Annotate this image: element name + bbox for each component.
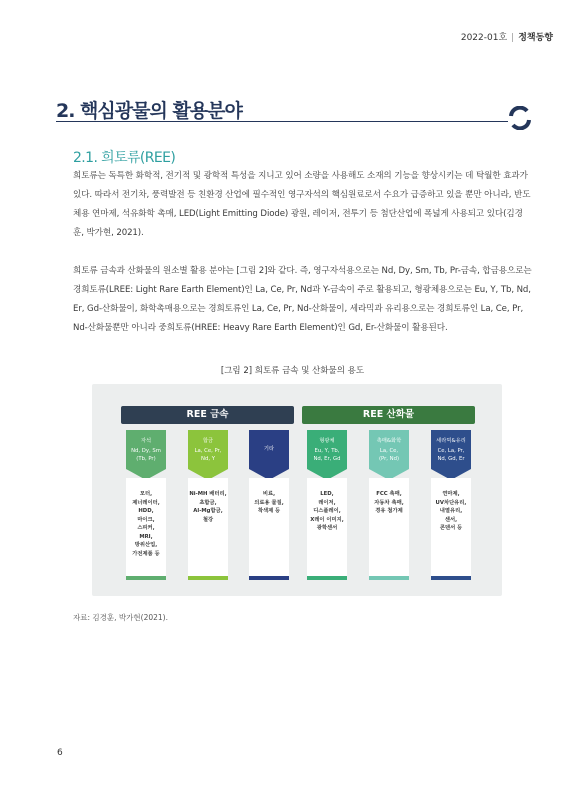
column-uses: [122, 490, 170, 558]
use-item: 센서,: [444, 516, 458, 523]
use-item: 연마제,: [442, 491, 460, 497]
title-underline: [56, 121, 508, 122]
use-item: FCC 촉매,: [376, 491, 402, 497]
use-column: [126, 430, 166, 580]
column-tag-text: [126, 437, 166, 463]
subsection-title: 2.1. 희토류(REE): [73, 150, 176, 166]
header-issue-info: [461, 30, 553, 43]
header-separator: |: [511, 33, 515, 43]
use-item: 방위산업,: [134, 542, 158, 548]
use-column: [431, 430, 471, 580]
column-uses: [365, 490, 413, 516]
use-item: 콘덴서 등: [439, 525, 463, 531]
column-tag-line: La, Ce, Pr,: [194, 448, 222, 454]
section-decoration-icon: [508, 106, 532, 130]
column-uses: [427, 490, 475, 533]
column-tag-line: 형광체: [319, 438, 335, 444]
use-item: 마이크,: [137, 516, 155, 523]
use-item: 모터,: [139, 491, 153, 497]
use-item: 가전제품 등: [132, 550, 160, 557]
column-tag-line: 자석: [140, 438, 152, 444]
column-tag-text: [431, 437, 471, 463]
column-uses: [184, 490, 232, 524]
use-item: X레이 이미지,: [310, 516, 344, 523]
use-item: 디스플레이,: [313, 508, 341, 514]
use-column: [369, 430, 409, 580]
column-footer-bar: [188, 576, 228, 580]
column-footer-bar: [249, 576, 289, 580]
column-tag-line: (Pr, Nd): [378, 456, 400, 462]
use-item: HDD,: [138, 508, 154, 514]
column-footer-bar: [369, 576, 409, 580]
column-tag-line: Nd, Dy, Sm: [131, 448, 161, 454]
column-tag-line: 합금: [202, 438, 214, 444]
column-tag-line: Nd, Gd, Er: [437, 456, 465, 462]
column-tag-line: 세라믹&유리: [436, 438, 466, 444]
figure-caption: [그림 2] 희토류 금속 및 산화물의 용도: [220, 366, 365, 376]
figure-source: 자료: 김경훈, 박가현(2021).: [73, 613, 168, 622]
use-item: 스피커,: [137, 525, 155, 531]
use-column: [188, 430, 228, 580]
use-item: 착색제 등: [257, 508, 281, 514]
column-tag-line: 기타: [263, 446, 275, 452]
page-number: 6: [57, 748, 63, 758]
use-item: 초합금,: [199, 499, 217, 506]
use-item: 내열유리,: [439, 508, 463, 514]
use-item: 의료용 물질,: [254, 499, 284, 506]
use-item: MRI,: [139, 533, 153, 540]
column-tag-text: [369, 437, 409, 463]
section-title: 2. 핵심광물의 활용분야: [56, 100, 242, 122]
section-name: 정책동향: [518, 33, 553, 43]
paragraph-2: 희토류 금속과 산화물의 원소별 활용 분야는 [그림 2]와 같다. 즉, 영구자석용으로는 Nd, Dy, Sm, Tb, Pr-금속, 합금용으로는 경희토류(LREE: Light Rare Earth Element)인 La, Ce, Pr, Nd과 Y-금속이 주로 활용되고, 형광체용으로는 Eu, Y, Tb, Nd, Er, Gd-산화물이, 화학촉매용으로는 경희토류인 La, Ce, Pr, Nd-산화물이, 세라믹과 유리용으로는 경희토류인 La, Ce, Pr, Nd-산화물뿐만 아니라 중희토류(HREE: Heavy Rare Earth Element)인 Gd, Er-산화물이 활용된다.: [73, 266, 532, 333]
use-item: LED,: [320, 491, 334, 497]
use-item: Ni-MH 배터리,: [189, 491, 227, 497]
column-footer-bar: [431, 576, 471, 580]
column-tag-line: Nd, Er, Gd: [313, 456, 341, 462]
use-item: 철강: [202, 516, 214, 523]
issue-number: 2022-01호: [460, 33, 508, 43]
column-footer-bar: [307, 576, 347, 580]
use-item: 제너레이터,: [132, 499, 160, 506]
column-tag-line: Nd, Y: [201, 456, 215, 462]
column-tag-text: [188, 437, 228, 463]
column-tag-text: [249, 437, 289, 453]
use-item: 레이저,: [318, 499, 336, 506]
column-tag-line: Eu, Y, Tb,: [314, 448, 340, 454]
use-item: 비료,: [262, 491, 276, 497]
column-footer-bar: [126, 576, 166, 580]
column-uses: [245, 490, 293, 516]
use-item: 자동차 촉매,: [374, 499, 404, 506]
use-item: Al-Mg합금,: [193, 508, 223, 514]
use-item: 광학센서: [316, 525, 338, 531]
column-tag-line: La, Ce,: [379, 448, 399, 454]
use-item: 경유 첨가제: [375, 508, 403, 514]
use-item: UV차단유리,: [435, 499, 467, 506]
column-uses: [303, 490, 351, 533]
use-column: [249, 430, 289, 580]
column-tag-text: [307, 437, 347, 463]
figure-ree-uses: [92, 384, 502, 596]
group-header-ree-oxide: REE 산화물: [302, 406, 475, 424]
column-tag-line: Ce, La, Pr,: [437, 448, 465, 454]
column-tag-line: (Tb, Pr): [136, 456, 156, 462]
paragraph-1: 희토류는 독특한 화학적, 전기적 및 광학적 특성을 지니고 있어 소량을 사용해도 소재의 기능을 향상시키는 데 탁월한 효과가 있다. 따라서 전기차, 풍력발전 등 친환경 산업에 필수적인 영구자석의 핵심원료로서 수요가 급증하고 있을 뿐만 아니라, 반도체용 연마제, 석유화학 촉매, LED(Light Emitting Diode) 광원, 레이저, 전투기 등 첨단산업에 폭넓게 사용되고 있다(김경훈, 박가현, 2021).: [73, 171, 531, 238]
column-tag-line: 촉매&화학: [376, 438, 402, 444]
group-header-ree-metal: REE 금속: [121, 406, 294, 424]
use-column: [307, 430, 347, 580]
